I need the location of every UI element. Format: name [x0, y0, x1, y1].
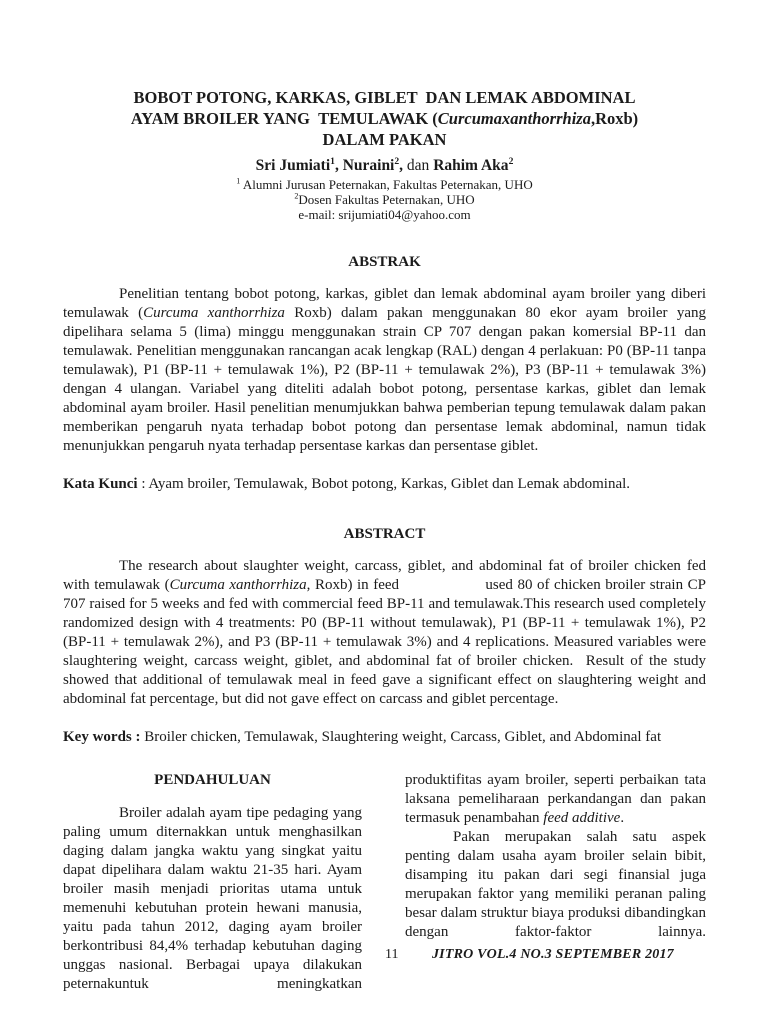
pendahuluan-heading: PENDAHULUAN	[154, 772, 271, 788]
abstract-heading: ABSTRACT	[343, 526, 426, 542]
affiliation-block	[63, 177, 706, 222]
author-line: Sri Jumiati$^1$, Nuraini$^2$, dan Rahim Aka$^2$	[255, 155, 514, 174]
kata-kunci-line: Kata Kunci : Ayam broiler, Temulawak, Bobot potong, Karkas, Giblet dan Lemak abdominal.	[63, 476, 631, 492]
paper-title	[63, 0, 706, 150]
page-footer	[385, 946, 674, 963]
author-email: e-mail: srijumiati04@yahoo.com	[298, 207, 471, 222]
abstrak-heading: ABSTRAK	[348, 254, 421, 270]
abstrak-paragraph: Penelitian tentang bobot potong, karkas, giblet dan lemak abdominal ayam broiler yang diberi temulawak (Curcuma xanthorrhiza Roxb) dalam pakan menggunakan 80 ekor ayam broiler yang dipelihara selama 5 (lima) minggu menggunakan strain CP 707 dengan pakan komersial BP-11 dan temulawak. Penelitian menggunakan rancangan acak lengkap (RAL) dengan 4 perlakuan: P0 (BP-11 tanpa temulawak), P1 (BP-11 + temulawak 1%), P2 (BP-11 + temulawak 2%), P3 (BP-11 + temulawak 3%) dengan 4 ulangan. Variabel yang diteliti adalah bobot potong, persentase karkas, giblet dan lemak abdominal ayam broiler. Hasil penelitian menumjukkan bahwa pemberian tepung temulawak dalam pakan memberikan pengaruh nyata terhadap bobot potong dan persentase lemak abdominal, namun tidak menunjukkan pengaruh nyata terhadap persentase karkas dan persentase giblet.	[63, 286, 706, 454]
affiliation-1: $^1$ Alumni Jurusan Peternakan, Fakultas Peternakan, UHO	[236, 176, 533, 192]
key-words-line: Key words : Broiler chicken, Temulawak, Slaughtering weight, Carcass, Giblet, and Abdominal fat	[63, 729, 662, 745]
paper-title-line-2: AYAM BROILER YANG TEMULAWAK (Curcumaxanthorrhiza,Roxb)	[130, 109, 639, 128]
intro-paragraph-left: Broiler adalah ayam tipe pedaging yang paling umum diternakkan untuk menghasilkan daging dalam jangka waktu yang singkat yaitu dapat dipelihara dalam waktu 21-35 hari. Ayam broiler masih menjadi prioritas utama untuk memenuhi kebutuhan protein hewani manusia, yaitu pada tahun 2012, daging ayam broiler berkontribusi 84,4% terhadap kebutuhan daging unggas nasional. Berbagai upaya dilakukan peternakuntuk meningkatkan	[63, 805, 362, 992]
intro-paragraph-right-1: produktifitas ayam broiler, seperti perbaikan tata laksana pemeliharaan perkandangan dan pakan termasuk penambahan feed additive.	[405, 772, 706, 826]
left-column	[63, 771, 362, 994]
abstract-paragraph: The research about slaughter weight, carcass, giblet, and abdominal fat of broiler chicken fed with temulawak (Curcuma xanthorrhiza, Roxb) in feed used 80 of chicken broiler strain CP 707 raised for 5 weeks and fed with commercial feed BP-11 and temulawak.This research used completely randomized design with 4 treatments: P0 (BP-11 without temulawak), P1 (BP-11 + temulawak 1%), P2 (BP-11 + temulawak 2%), and P3 (BP-11 + temulawak 3%) and 4 replications. Measured variables were slaughtering weight, carcass weight, giblet, and abdominal fat of broiler chicken. Result of the study showed that additional of temulawak meal in feed gave a significant effect on slaughtering weight and abdominal fat percentage, but did not gave effect on carcass and giblet percentage.	[63, 558, 706, 707]
page-content	[63, 0, 706, 994]
journal-citation: JITRO VOL.4 NO.3 SEPTEMBER 2017	[431, 947, 674, 962]
page-number: 11	[385, 947, 399, 962]
affiliation-2: $^2$Dosen Fakultas Peternakan, UHO	[294, 191, 475, 207]
paper-title-line-3: DALAM PAKAN	[322, 130, 447, 149]
paper-title-line-1: BOBOT POTONG, KARKAS, GIBLET DAN LEMAK ABDOMINAL	[133, 88, 636, 107]
intro-paragraph-right-2: Pakan merupakan salah satu aspek penting dalam usaha ayam broiler selain bibit, disamping itu pakan dari segi finansial juga merupakan faktor yang memiliki peranan paling besar dalam struktur biaya produksi dibandingkan dengan faktor-faktor lainnya.	[405, 829, 706, 940]
